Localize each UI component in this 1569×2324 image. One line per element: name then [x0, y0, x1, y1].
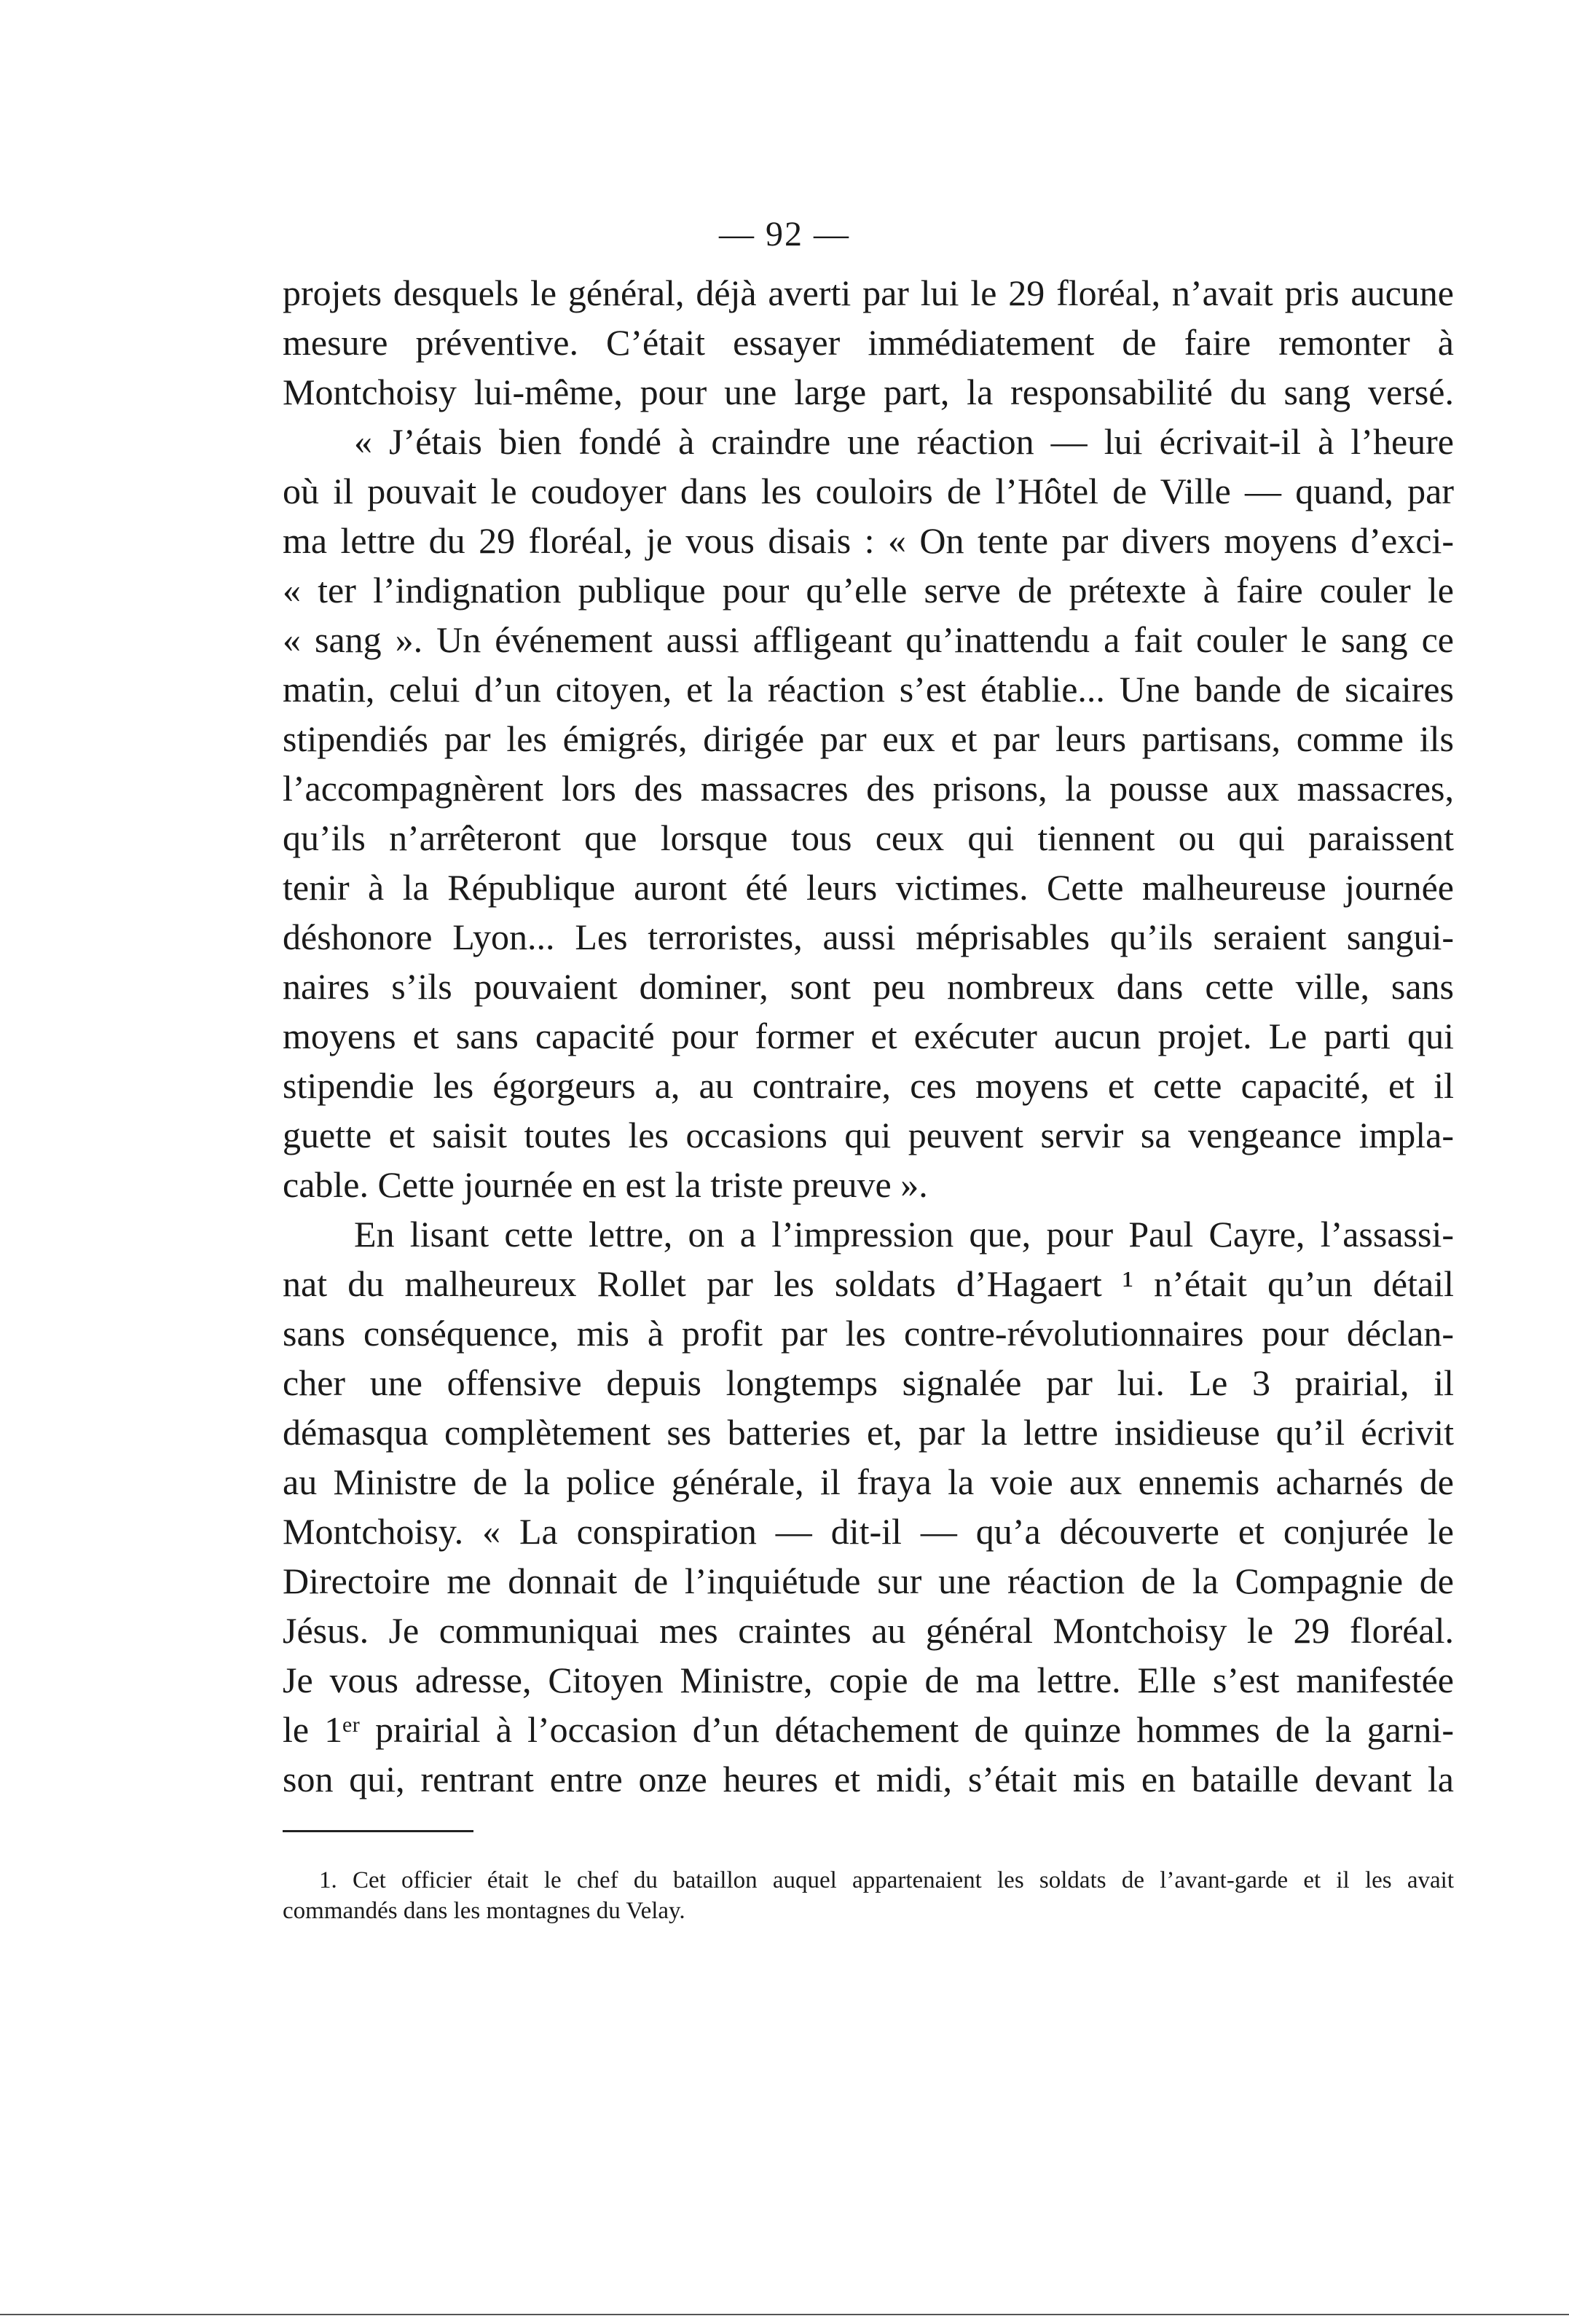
scan-edge-line	[0, 2314, 1569, 2315]
text-line: ma lettre du 29 floréal, je vous disais : « On tente par divers moyens d’exci-	[283, 520, 1454, 561]
text-line: « sang ». Un événement aussi affligeant qu’inattendu a fait couler le sang ce	[283, 619, 1454, 660]
text-line: « J’étais bien fondé à craindre une réaction — lui écrivait-il à l’heure	[354, 421, 1454, 462]
text-line: démasqua complètement ses batteries et, par la lettre insidieuse qu’il écrivit	[283, 1412, 1454, 1453]
text-line: qu’ils n’arrêteront que lorsque tous ceux qui tiennent ou qui paraissent	[283, 817, 1454, 858]
text-line: En lisant cette lettre, on a l’impression que, pour Paul Cayre, l’assassi-	[354, 1214, 1454, 1255]
text-line: tenir à la République auront été leurs victimes. Cette malheureuse journée	[283, 867, 1454, 908]
text-line: où il pouvait le coudoyer dans les couloirs de l’Hôtel de Ville — quand, par	[283, 471, 1454, 511]
text-line: Directoire me donnait de l’inquiétude sur une réaction de la Compagnie de	[283, 1561, 1454, 1601]
text-line: sans conséquence, mis à profit par les contre-révolutionnaires pour déclan-	[283, 1313, 1454, 1354]
text-line: Montchoisy. « La conspiration — dit-il — qu’a découverte et conjurée le	[283, 1511, 1454, 1552]
text-line: matin, celui d’un citoyen, et la réaction s’est établie... Une bande de sicaires	[283, 669, 1454, 710]
text-line: Montchoisy lui-même, pour une large part, la responsabilité du sang versé.	[283, 372, 1454, 412]
text-line: naires s’ils pouvaient dominer, sont peu nombreux dans cette ville, sans	[283, 966, 1454, 1007]
footnote	[283, 1865, 1454, 1926]
text-line: projets desquels le général, déjà averti par lui le 29 floréal, n’avait pris aucune	[283, 272, 1454, 313]
text-line: Jésus. Je communiquai mes craintes au général Montchoisy le 29 floréal.	[283, 1610, 1454, 1651]
text-line: guette et saisit toutes les occasions qui peuvent servir sa vengeance impla-	[283, 1115, 1454, 1155]
body-text	[283, 268, 1454, 1804]
text-line: le 1ᵉʳ prairial à l’occasion d’un détachement de quinze hommes de la garni-	[283, 1709, 1454, 1750]
text-line: l’accompagnèrent lors des massacres des prisons, la pousse aux massacres,	[283, 768, 1454, 809]
text-line: moyens et sans capacité pour former et exécuter aucun projet. Le parti qui	[283, 1016, 1454, 1056]
text-line: Je vous adresse, Citoyen Ministre, copie de ma lettre. Elle s’est manifestée	[283, 1660, 1454, 1700]
text-line: cher une offensive depuis longtemps signalée par lui. Le 3 prairial, il	[283, 1362, 1454, 1403]
text-line: mesure préventive. C’était essayer immédiatement de faire remonter à	[283, 322, 1454, 363]
footnote-line: commandés dans les montagnes du Velay.	[283, 1898, 685, 1924]
text-line: « ter l’indignation publique pour qu’elle serve de prétexte à faire couler le	[283, 570, 1454, 611]
text-line: cable. Cette journée en est la triste preuve ».	[283, 1164, 928, 1205]
page-number: — 92 —	[719, 215, 850, 254]
footnote-line: 1. Cet officier était le chef du bataillon auquel appartenaient les soldats de l’avant-garde et il les avait	[319, 1867, 1454, 1893]
footnote-separator	[283, 1830, 473, 1832]
text-line: au Ministre de la police générale, il fraya la voie aux ennemis acharnés de	[283, 1461, 1454, 1502]
text-line: déshonore Lyon... Les terroristes, aussi méprisables qu’ils seraient sangui-	[283, 916, 1454, 957]
text-line: stipendiés par les émigrés, dirigée par eux et par leurs partisans, comme ils	[283, 718, 1454, 759]
text-line: son qui, rentrant entre onze heures et midi, s’était mis en bataille devant la	[283, 1759, 1454, 1799]
text-line: stipendie les égorgeurs a, au contraire, ces moyens et cette capacité, et il	[283, 1065, 1454, 1106]
text-line: nat du malheureux Rollet par les soldats d’Hagaert ¹ n’était qu’un détail	[283, 1263, 1454, 1304]
